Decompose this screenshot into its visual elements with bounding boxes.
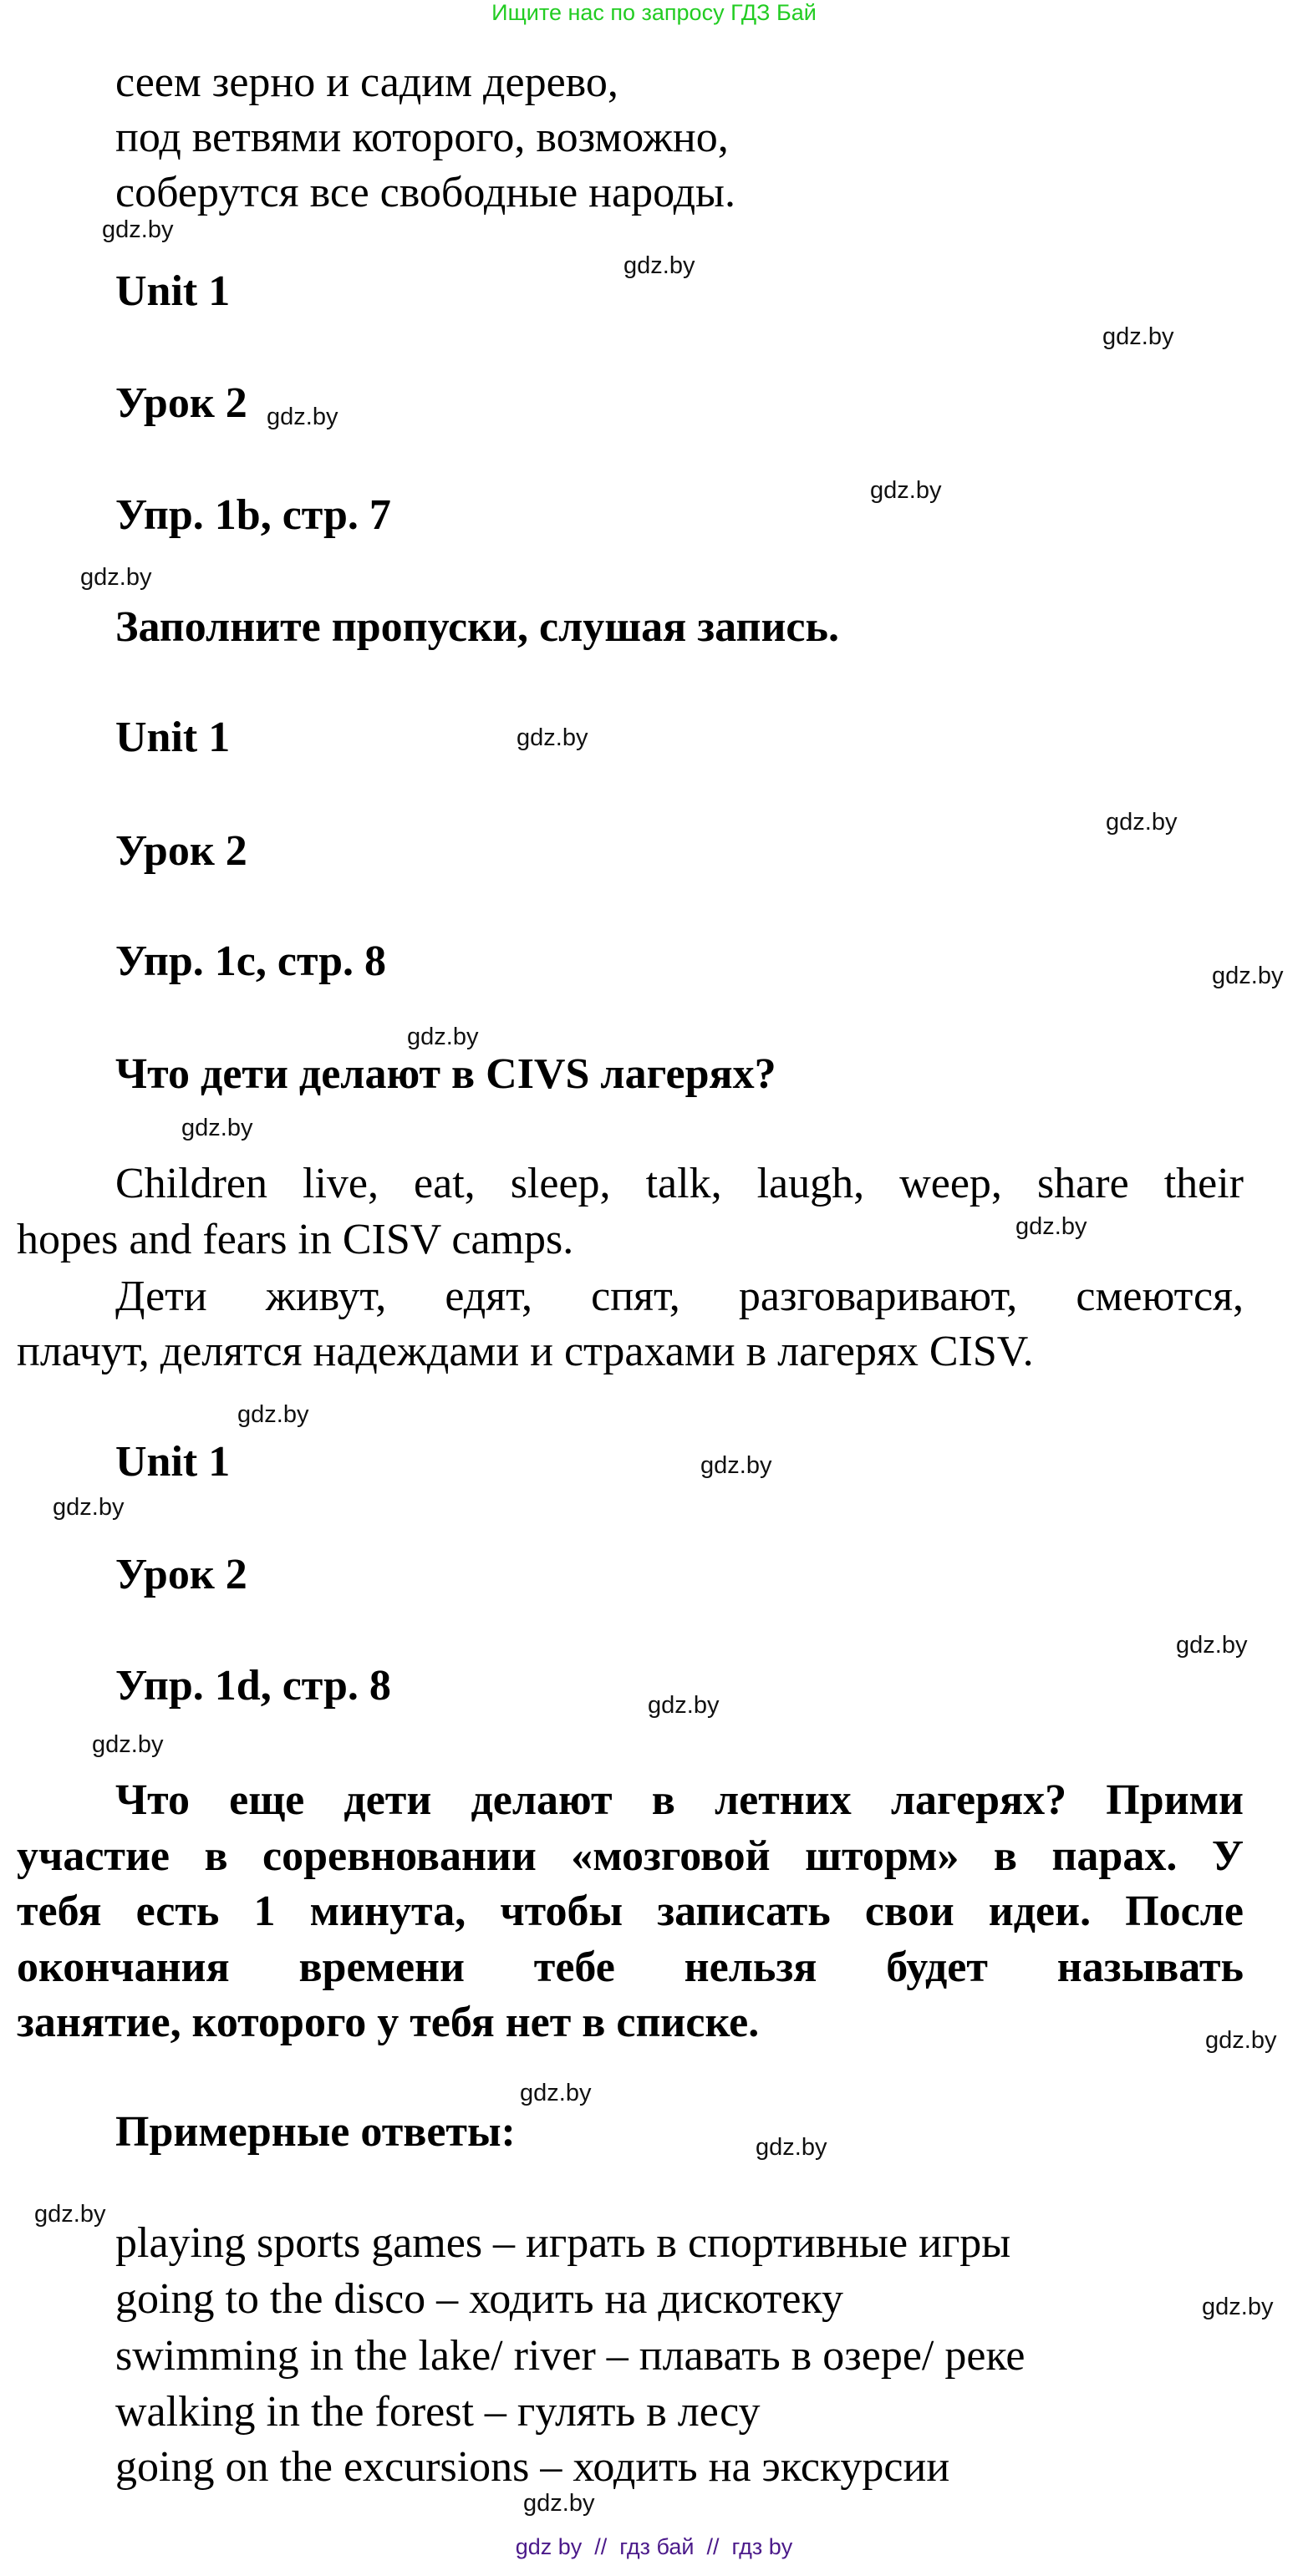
answer-paragraph-ru [17, 1271, 1244, 1378]
answer-item: swimming in the lake/ river – плавать в озере/ реке [115, 2332, 1026, 2380]
paragraph-line: тебя есть 1 минута, чтобы записать свои идеи. После [17, 1888, 1244, 1935]
watermark: gdz.by [53, 1494, 125, 1521]
watermark: gdz.by [1106, 809, 1178, 836]
search-promo-banner[interactable]: Ищите нас по запросу ГДЗ Бай [491, 0, 817, 25]
paragraph-line: занятие, которого у тебя нет в списке. [17, 1999, 760, 2046]
watermark: gdz.by [80, 564, 152, 591]
paragraph-line: участие в соревновании «мозговой шторм» в парах. У [17, 1832, 1244, 1880]
paragraph-line: окончания времени тебе нельзя будет называть [17, 1943, 1244, 1991]
watermark: gdz.by [1202, 2294, 1274, 2320]
unit-heading: Unit 1 [115, 1438, 231, 1486]
unit-heading: Unit 1 [115, 714, 231, 761]
watermark: gdz.by [517, 724, 588, 751]
poem-line: сеем зерно и садим дерево, [115, 58, 618, 106]
watermark: gdz.by [1176, 1632, 1248, 1659]
paragraph-line: плачут, делятся надеждами и страхами в лагерях CISV. [17, 1328, 1034, 1375]
watermark: gdz.by [92, 1731, 164, 1758]
watermark: gdz.by [237, 1401, 309, 1428]
poem-line: под ветвями которого, возможно, [115, 114, 729, 161]
watermark: gdz.by [267, 404, 338, 430]
exercise-heading: Упр. 1c, стр. 8 [115, 937, 387, 985]
answer-item: going on the excursions – ходить на экскурсии [115, 2443, 950, 2491]
watermark: gdz.by [407, 1024, 479, 1050]
watermark: gdz.by [623, 252, 695, 279]
answer-item: walking in the forest – гулять в лесу [115, 2388, 761, 2436]
footer-links[interactable]: gdz by // гдз бай // гдз by [515, 2534, 793, 2559]
watermark: gdz.by [648, 1692, 720, 1719]
task-heading: Что дети делают в CIVS лагерях? [115, 1050, 776, 1098]
watermark: gdz.by [1102, 323, 1174, 350]
watermark: gdz.by [523, 2490, 595, 2517]
watermark: gdz.by [700, 1452, 772, 1479]
paragraph-line: Children live, eat, sleep, talk, laugh, weep, share their [115, 1160, 1244, 1207]
watermark: gdz.by [870, 477, 942, 504]
lesson-heading: Урок 2 [115, 827, 247, 875]
watermark: gdz.by [1212, 963, 1284, 989]
paragraph-line: Что еще дети делают в летних лагерях? Прими [115, 1776, 1244, 1824]
answer-item: playing sports games – играть в спортивные игры [115, 2219, 1011, 2267]
answers-heading: Примерные ответы: [115, 2108, 516, 2156]
task-heading: Заполните пропуски, слушая запись. [115, 603, 839, 651]
watermark: gdz.by [181, 1115, 253, 1141]
paragraph-line: hopes and fears in CISV camps. [17, 1216, 574, 1263]
watermark: gdz.by [1015, 1213, 1087, 1240]
watermark: gdz.by [102, 216, 174, 243]
watermark: gdz.by [34, 2201, 106, 2228]
watermark: gdz.by [756, 2134, 827, 2161]
lesson-heading: Урок 2 [115, 1551, 247, 1598]
lesson-heading: Урок 2 [115, 379, 247, 427]
exercise-heading: Упр. 1b, стр. 7 [115, 491, 391, 539]
watermark: gdz.by [520, 2080, 592, 2106]
task-paragraph [17, 1773, 1244, 2051]
paragraph-line: Дети живут, едят, спят, разговаривают, смеются, [115, 1273, 1244, 1320]
answer-item: going to the disco – ходить на дискотеку [115, 2275, 843, 2323]
watermark: gdz.by [1205, 2027, 1277, 2054]
unit-heading: Unit 1 [115, 267, 231, 315]
exercise-heading: Упр. 1d, стр. 8 [115, 1662, 391, 1710]
poem-line: соберутся все свободные народы. [115, 169, 735, 216]
